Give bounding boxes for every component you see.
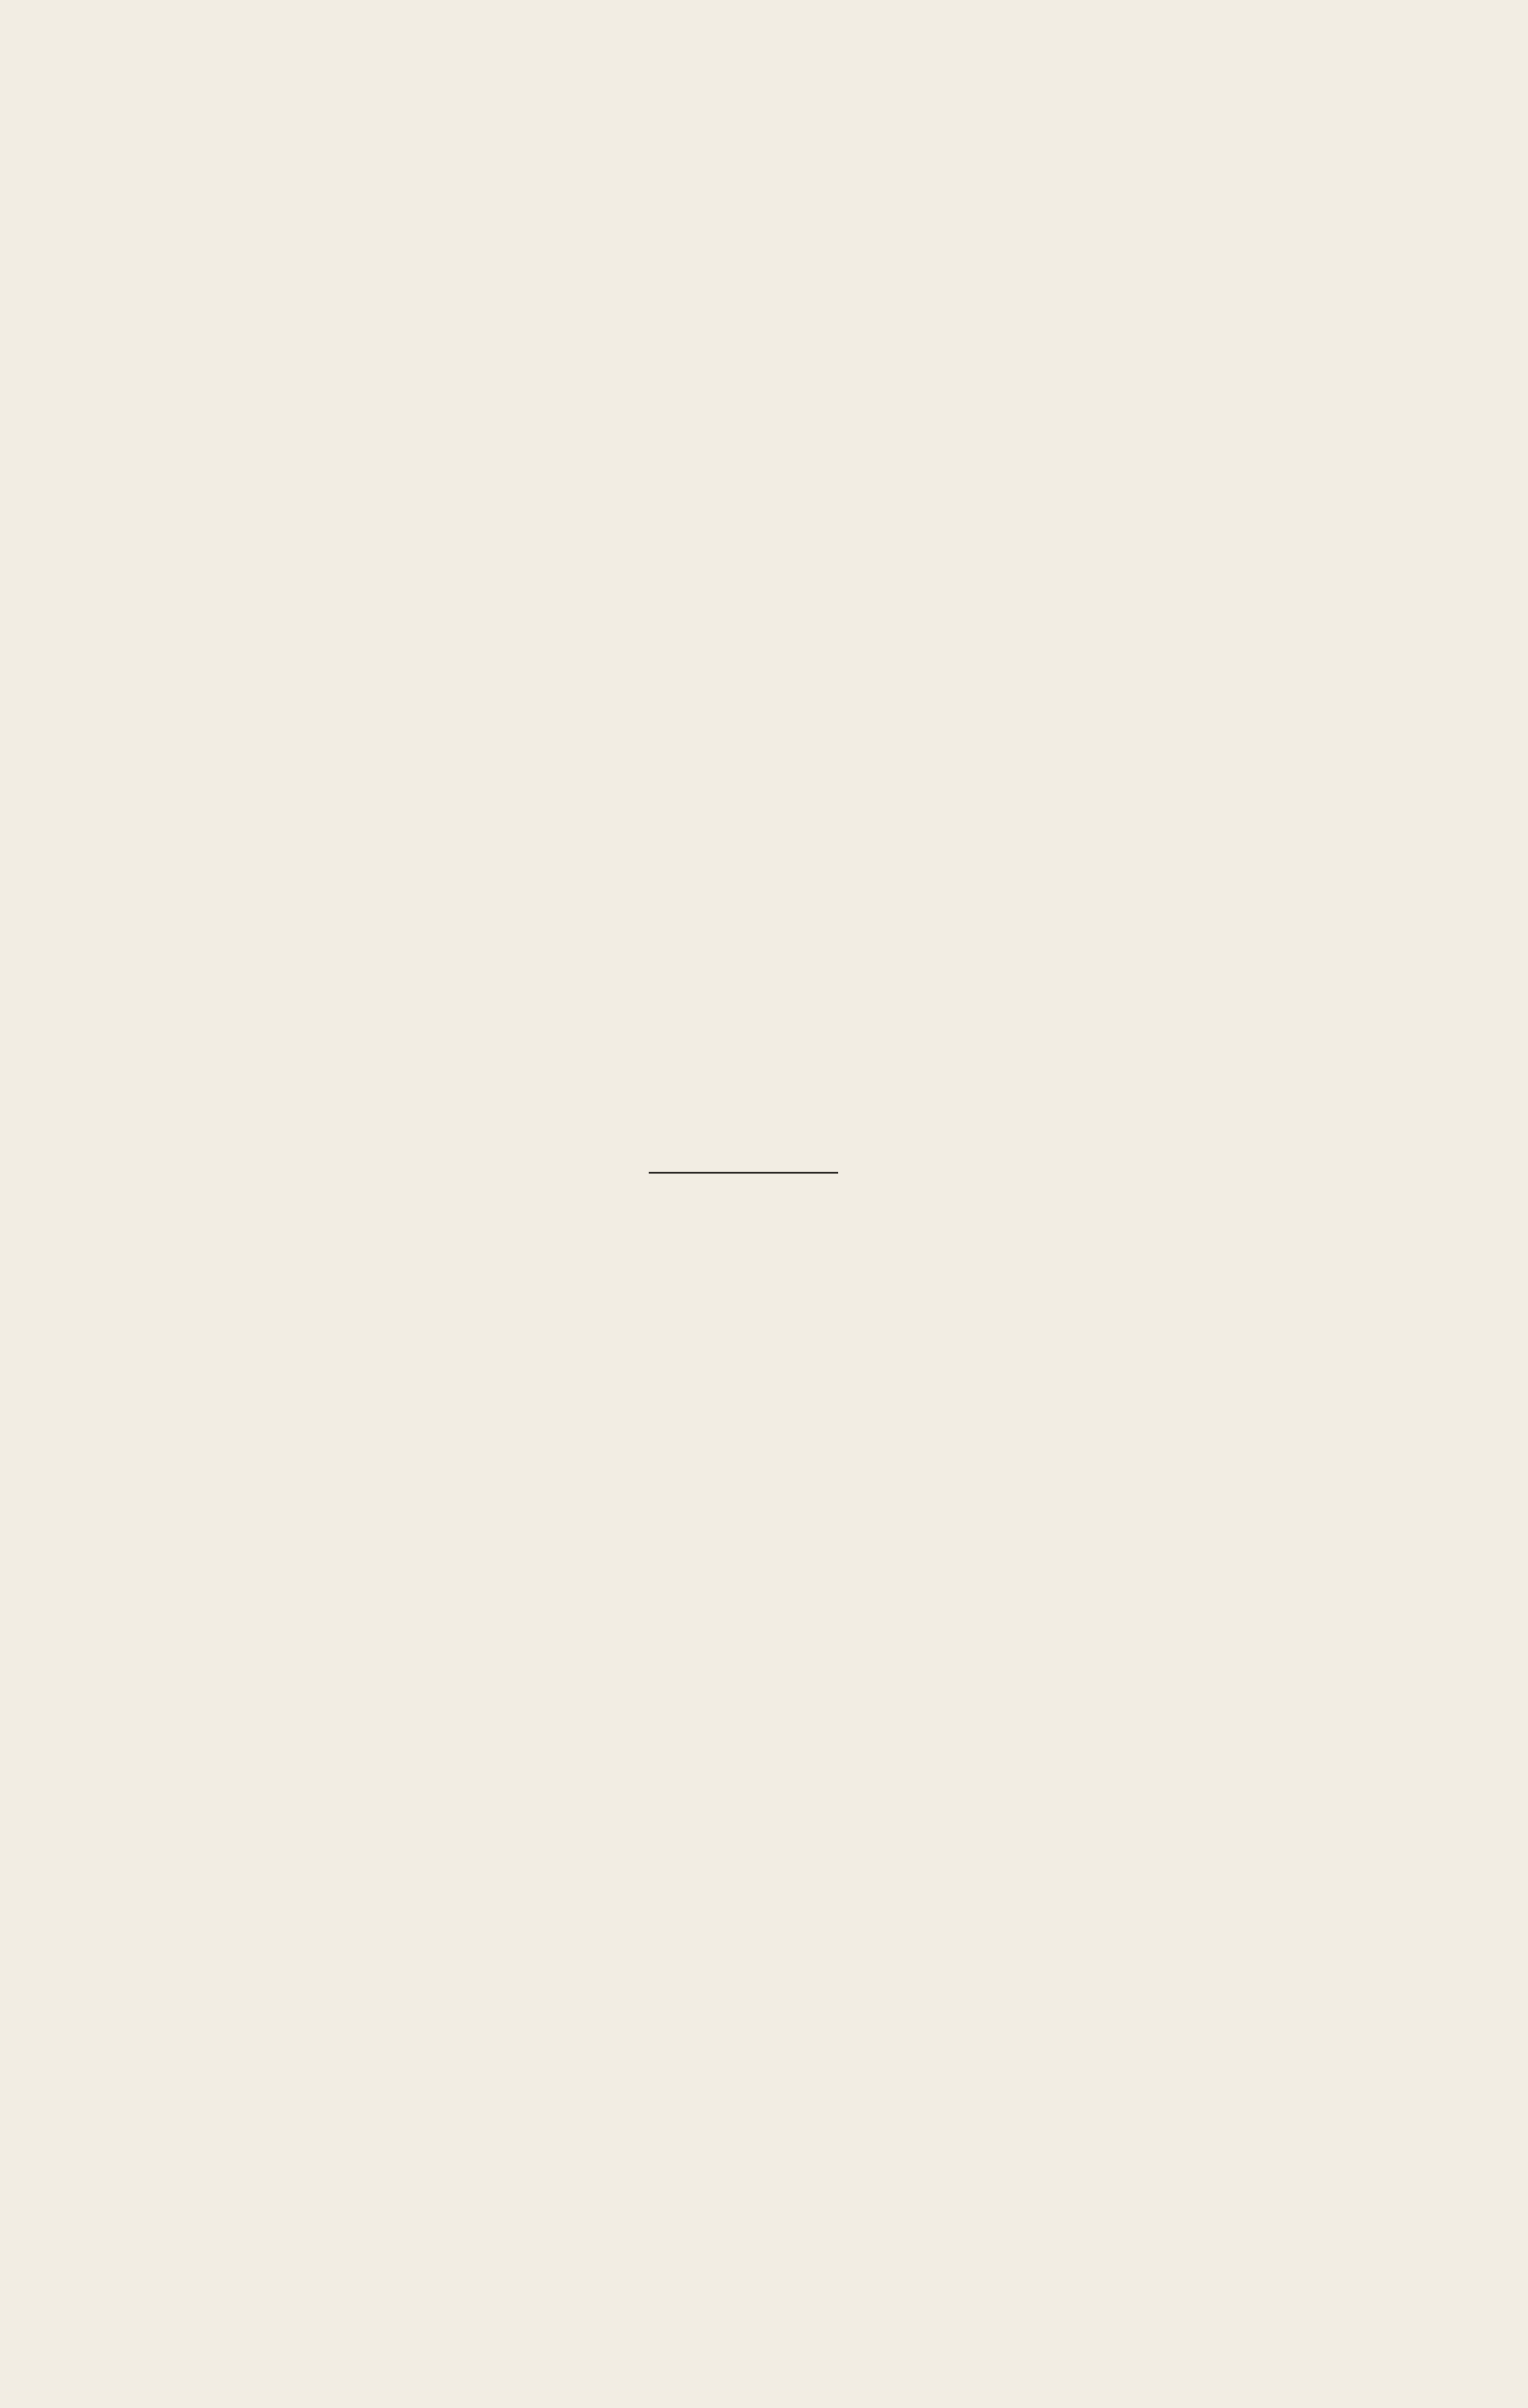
section-divider: [649, 1172, 838, 1174]
